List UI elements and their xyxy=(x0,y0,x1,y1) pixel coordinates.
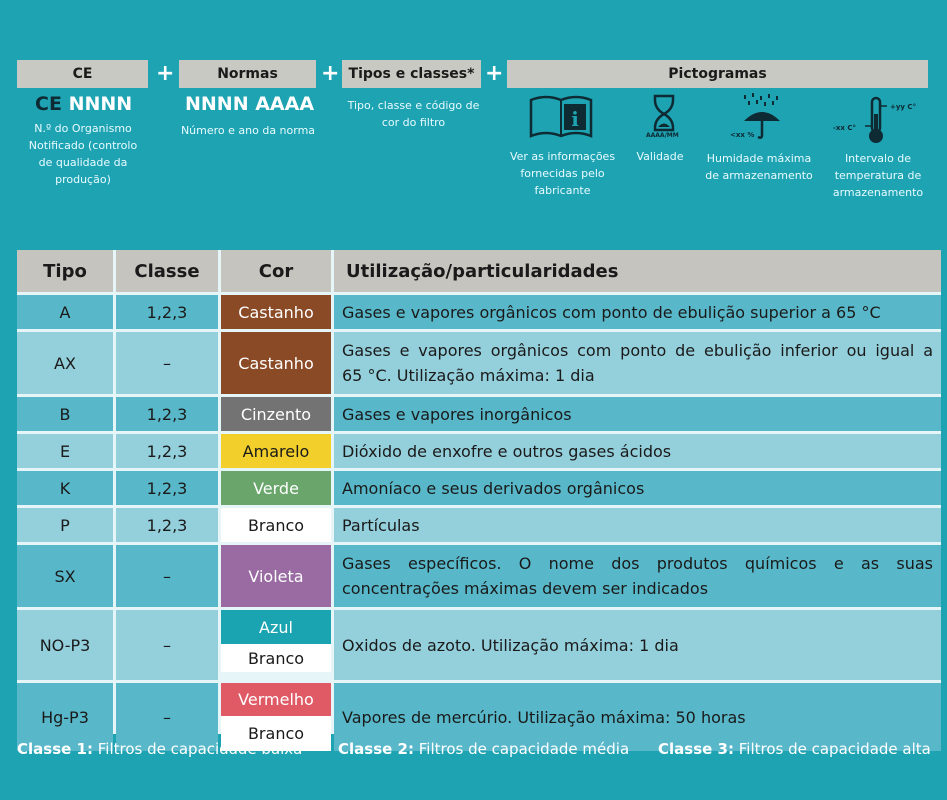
usage-line: concentrações máximas devem ser indicados xyxy=(342,579,709,598)
footer-classe-1: Classe 1: Filtros de capacidade baixa xyxy=(17,740,303,758)
tipo-cell: K xyxy=(17,471,113,505)
ce-caption: N.º do Organismo Notificado (controlo de qualidade da produção) xyxy=(28,122,138,186)
column-header: Utilização/particularidades xyxy=(334,250,941,292)
picto-info-caption: Ver as informações fornecidas pelo fabricante xyxy=(509,150,616,197)
usage-cell xyxy=(334,545,941,607)
temp-high-text: +yy C° xyxy=(890,103,917,111)
thermometer-icon xyxy=(865,96,887,150)
header-normas-label: Normas xyxy=(179,60,316,88)
picto-humidade-caption: Humidade máxima de armazenamento xyxy=(705,152,813,182)
classe-cell: – xyxy=(116,683,218,751)
color-swatch: Vermelho xyxy=(221,683,331,716)
header-tipos-label: Tipos e classes* xyxy=(342,60,481,88)
normas-code: NNNN AAAA xyxy=(185,93,315,115)
tipo-cell: P xyxy=(17,508,113,542)
color-swatch: Branco xyxy=(221,716,331,751)
classe-cell: 1,2,3 xyxy=(116,295,218,329)
color-swatch: Castanho xyxy=(221,332,331,394)
color-swatch: Branco xyxy=(221,644,331,672)
usage-line: Oxidos de azoto. Utilização máxima: 1 dia xyxy=(342,635,679,655)
usage-cell xyxy=(334,332,941,394)
tipo-cell: NO-P3 xyxy=(17,610,113,680)
filter-table xyxy=(17,250,941,743)
color-swatch: Cinzento xyxy=(221,397,331,431)
classe-cell: 1,2,3 xyxy=(116,508,218,542)
plus-sign: + xyxy=(485,61,504,86)
color-swatch: Castanho xyxy=(221,295,331,329)
usage-cell xyxy=(334,508,941,542)
humidity-text: <xx % xyxy=(730,131,755,139)
ce-code xyxy=(35,93,132,115)
usage-cell xyxy=(334,434,941,468)
normas-caption: Número e ano da norma xyxy=(180,124,316,137)
picto-validade-caption: Validade xyxy=(636,150,684,163)
usage-cell xyxy=(334,610,941,680)
usage-line: Gases e vapores orgânicos com ponto de ebulição superior a 65 °C xyxy=(342,302,881,322)
footer-classe-3: Classe 3: Filtros de capacidade alta xyxy=(658,740,931,758)
footer-classe-2: Classe 2: Filtros de capacidade média xyxy=(338,740,630,758)
tipo-cell: E xyxy=(17,434,113,468)
usage-line: 65 °C. Utilização máxima: 1 dia xyxy=(342,366,595,385)
usage-line: Gases e vapores inorgânicos xyxy=(342,404,572,424)
color-swatch: Amarelo xyxy=(221,434,331,468)
temp-low-text: -xx C° xyxy=(833,124,857,132)
classe-cell: – xyxy=(116,545,218,607)
classe-cell: – xyxy=(116,332,218,394)
usage-line: Vapores de mercúrio. Utilização máxima: 50 horas xyxy=(342,707,746,727)
ce-number: NNNN xyxy=(68,93,133,115)
usage-cell xyxy=(334,295,941,329)
tipo-cell: AX xyxy=(17,332,113,394)
usage-cell xyxy=(334,471,941,505)
usage-line: Gases específicos. O nome dos produtos químicos e as suas xyxy=(342,554,933,573)
ce-mark: CE xyxy=(35,93,62,115)
column-header: Cor xyxy=(221,250,331,292)
svg-text:i: i xyxy=(571,107,579,131)
tipo-cell: A xyxy=(17,295,113,329)
color-swatch: Azul xyxy=(221,610,331,644)
tipo-cell: SX xyxy=(17,545,113,607)
info-book-icon xyxy=(528,94,594,144)
color-swatch: Violeta xyxy=(221,545,331,607)
plus-sign: + xyxy=(156,61,175,86)
header-pictogramas-label: Pictogramas xyxy=(507,60,928,88)
classe-cell: – xyxy=(116,610,218,680)
header-ce-label: CE xyxy=(17,60,148,88)
picto-temperatura-caption: Intervalo de temperatura de armazenamento xyxy=(832,152,924,199)
classe-cell: 1,2,3 xyxy=(116,397,218,431)
usage-line: Dióxido de enxofre e outros gases ácidos xyxy=(342,441,672,461)
color-swatch: Verde xyxy=(221,471,331,505)
usage-line: Amoníaco e seus derivados orgânicos xyxy=(342,478,645,498)
hourglass-date-text: AAAA/MM xyxy=(646,132,679,139)
plus-sign: + xyxy=(321,61,340,86)
usage-line: Gases e vapores orgânicos com ponto de ebulição inferior ou igual a xyxy=(342,341,933,360)
column-header: Tipo xyxy=(17,250,113,292)
tipo-cell: Hg-P3 xyxy=(17,683,113,751)
classe-cell: 1,2,3 xyxy=(116,471,218,505)
tipo-cell: B xyxy=(17,397,113,431)
usage-cell xyxy=(334,397,941,431)
color-swatch: Branco xyxy=(221,508,331,542)
tipos-caption: Tipo, classe e código de cor do filtro xyxy=(347,99,480,129)
column-header: Classe xyxy=(116,250,218,292)
usage-line: Partículas xyxy=(342,515,420,535)
classe-cell: 1,2,3 xyxy=(116,434,218,468)
